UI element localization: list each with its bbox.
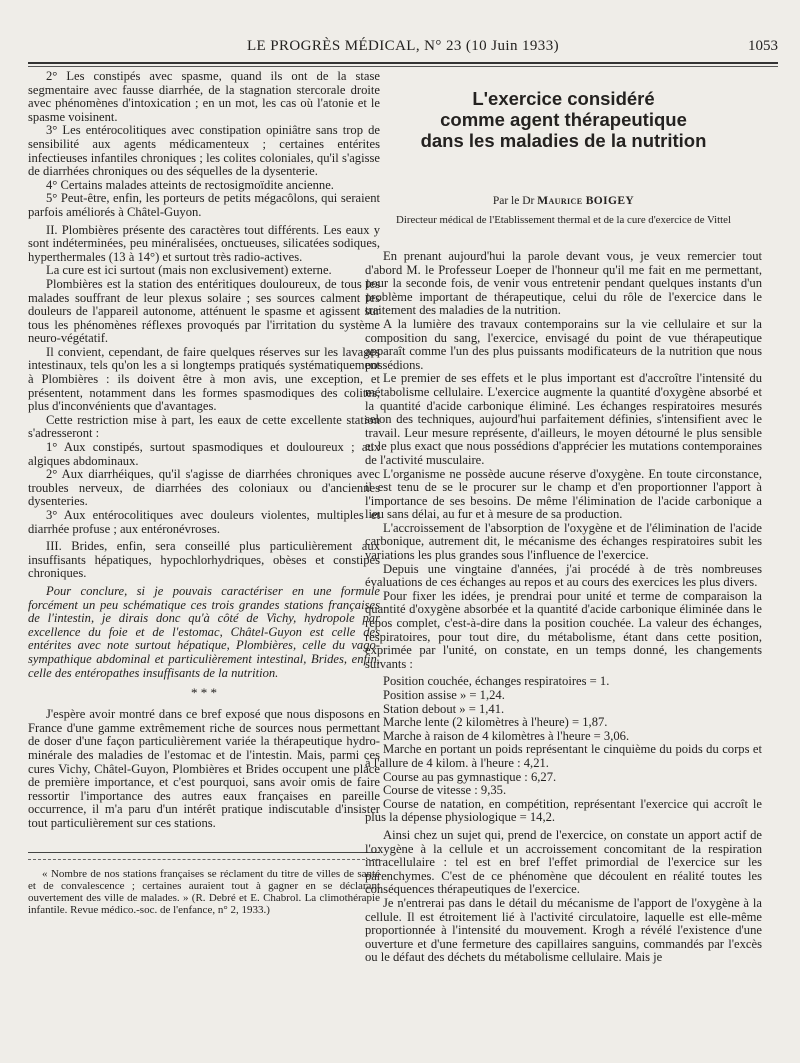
article-title — [365, 88, 762, 151]
paragraph: 4° Certains malades atteints de rectosigmoïdite ancienne. — [46, 177, 334, 192]
conclusion-paragraph: Pour conclure, si je pouvais caractériser en une formule forcément un peu schématique ces trois grandes stations françaises de l'intestin, je dirais donc qu'à côté de Vichy, hydropole par excellence du foie et de l'estomac, Châtel-Guyon est celle des entérites avec note surtout hépatique, Plombières, celle du vago-sympathique abdominal et particulièrement intestinal, Brides, enfin, celle des entéropathes insuffisants de la nutrition. — [28, 583, 380, 680]
measurement-item: Station debout » = 1,41. — [383, 701, 505, 716]
page-number: 1053 — [748, 38, 778, 54]
paragraph: Course au pas gymnastique : 6,27. — [383, 769, 557, 784]
running-header — [28, 38, 778, 60]
author-name: Maurice BOIGEY — [537, 195, 635, 207]
author-affiliation: Directeur médical de l'Etablissement thermal et de la cure d'exercice de Vittel — [396, 214, 731, 226]
paragraph: 5° Peut-être, enfin, les porteurs de petits mégacôlons, qui seraient parfois améliorés à Châtel-Guyon. — [28, 191, 380, 219]
article-column — [365, 84, 762, 965]
paragraph: Le premier de ses effets et le plus important est d'accroître l'intensité du métabolisme cellulaire. L'exercice augmente la quantité d'oxygène absorbé et la quantité d'acide carbonique éliminé. Les échanges respiratoires mesurés selon des techniques, aujourd'hui parfaitement définies, s'intensifient avec le travail. Leur mesure représente, d'ailleurs, le moyen détourné le plus sensible et le plus exact que nous possédions d'apprécier les mutations contemporaines de l'activité musculaire. — [365, 371, 762, 467]
byline — [365, 195, 762, 208]
article-title-line: comme agent thérapeutique — [440, 109, 687, 130]
measurement-item: Position assise » = 1,24. — [383, 688, 505, 702]
byline-prefix: Par le Dr — [492, 195, 535, 207]
journal-title: LE PROGRÈS MÉDICAL, N° 23 (10 Juin 1933) — [246, 38, 559, 54]
paragraph: En prenant aujourd'hui la parole devant vous, je veux remercier tout d'abord M. le Professeur Loeper de l'honneur qu'il me fait en me permettant, pour la seconde fois, de venir vous entretenir pendant quelques instants d'un problème important de thérapeutique, celui du rôle de l'exercice dans le traitement des maladies de la nutrition. — [365, 249, 762, 318]
paragraph: II. Plombières présente des caractères tout différents. Les eaux y sont indéterminées, peu minéralisées, onctueuses, silicatées sodiques, hyperthermales (13 à 14°) et surtout très radio-actives. — [28, 222, 380, 264]
paragraph: Pour fixer les idées, je prendrai pour unité et terme de comparaison la quantité d'oxygène absorbée et la quantité d'acide carbonique éliminée dans le repos complet, c'est-à-dire dans la position couchée. La valeur des échanges, respiratoires, pour tout dire, du métabolisme, étant dans cette position, exprimée par l'unité, on constate, en un temps donné, les changements suivants : — [365, 588, 762, 671]
article-title-line: L'exercice considéré — [472, 88, 655, 109]
closing-paragraph: J'espère avoir montré dans ce bref exposé que nous disposons en France d'une gamme extrêmement riche de sources nous permettant de doser d'une façon particulièrement variée la thérapeutique hydro-minérale des maladies de l'estomac et de l'intestin. Mais, parmi ces cures Vichy, Châtel-Guyon, Plombières et Brides occupent une place de première importance, et c'est pourquoi, sans avoir omis de faire ressortir l'importance des autres eaux françaises en pareille occurrence, il m'a paru d'un intérêt pratique indiscutable d'insister tout particulièrement sur ces stations. — [28, 707, 380, 830]
paragraph: Ainsi chez un sujet qui, prend de l'exercice, on constate un apport actif de l'oxygène à la cellule et un accroissement concomitant de la respiration intracellulaire : tel est en bref l'effet primordial de l'exercice sur les parenchymes. C'est de ce phénomène que découlent en réalité toutes les conséquences thérapeutiques de l'exercice. — [365, 827, 762, 897]
footnote-rule — [28, 852, 380, 860]
section-separator: * * * — [191, 685, 217, 701]
left-column — [28, 70, 380, 916]
paragraph: III. Brides, enfin, sera conseillé plus particulièrement aux insuffisants hépatiques, hypochlorhydriques, obèses et constipés chroniques. — [28, 539, 380, 581]
measurement-item: Position couchée, échanges respiratoires = 1. — [383, 674, 610, 689]
header-rule — [28, 62, 778, 64]
paragraph: 1° Aux constipés, surtout spasmodiques et douloureux ; aux algiques abdominaux. — [28, 440, 380, 468]
paragraph: L'organisme ne possède aucune réserve d'oxygène. En toute circonstance, il est tenu de se le procurer sur le champ et d'en proportionner l'apport à l'importance de ses besoins. De même l'élimination de l'acide carbonique a lieu sans délai, au fur et à mesure de sa production. — [365, 466, 762, 522]
paragraph: L'accroissement de l'absorption de l'oxygène et de l'élimination de l'acide carbonique, autrement dit, le mécanisme des échanges respiratoires subit les variations les plus grandes sous l'influence de l'exercice. — [365, 520, 762, 563]
paragraph: 2° Aux diarrhéiques, qu'il s'agisse de diarrhées chroniques avec troubles nerveux, de diarrhées des coloniaux ou d'anciennes dysenteries. — [28, 467, 380, 509]
paragraph: Course de vitesse : 9,35. — [383, 783, 507, 798]
paragraph: Il convient, cependant, de faire quelques réserves sur les lavages intestinaux, tels qu'on les a si longtemps pratiqués systématiquement à Plombières : ils doivent être à mon avis, une exception, et présentent, notamment dans les formes spasmodiques des colites, plus d'inconvénients que d'avantages. — [28, 344, 380, 414]
measurement-item: Marche à raison de 4 kilomètres à l'heure = 3,06. — [383, 728, 630, 743]
paragraph: Depuis une vingtaine d'années, j'ai procédé à de très nombreuses évaluations de ces échanges au repos et au cours des exercices les plus divers. — [365, 561, 762, 590]
paragraph: Plombières est la station des entéritiques douloureux, de tous les malades souffrant de leur plexus solaire ; ses sources calment les douleurs de l'appareil autonome, atténuent le spasme et agissent sur tous les phénomènes réflexes provoqués par l'irritation du système neuro-végétatif. — [28, 276, 380, 346]
paragraph: 3° Aux entérocolitiques avec douleurs violentes, multiples et diarrhée profuse ; aux entéronévroses. — [28, 508, 380, 536]
paragraph: A la lumière des travaux contemporains sur la vie cellulaire et sur la composition du sang, l'exercice, envisagé du point de vue thérapeutique apparaît comme l'un des plus puissants modificateurs de la nutrition que nous possédions. — [365, 316, 762, 372]
article-title-line: dans les maladies de la nutrition — [420, 130, 707, 151]
paragraph: Cette restriction mise à part, les eaux de cette excellente station s'adresseront : — [28, 412, 380, 441]
footnote: « Nombre de nos stations françaises se réclament du titre de villes de santé et de convalescence ; certaines auraient tout à gagner en se déclarant ouvertement des ville de malades. » (R. Debré et E. Chabrol. La climothérapie infantile. Revue médico.-soc. de l'enfance, n° 2, 1933.) — [28, 868, 380, 917]
paragraph: 3° Les entérocolitiques avec constipation opiniâtre sans trop de sensibilité aux agents médicamenteux ; certaines entérites infectieuses infantiles chroniques ; les colites coloniales, qu'il s'agisse de diarrhées chroniques ou des séquelles de la dysenterie. — [28, 123, 380, 179]
paragraph: La cure est ici surtout (mais non exclusivement) externe. — [46, 263, 332, 278]
paragraph: Course de natation, en compétition, représentant l'exercice qui accroît le plus la dépense physiologique = 14,2. — [365, 796, 762, 825]
measurement-item: Marche lente (2 kilomètres à l'heure) = 1,87. — [383, 715, 608, 730]
paragraph: Je n'entrerai pas dans le détail du mécanisme de l'apport de l'oxygène à la cellule. Il est étroitement lié à l'activité circulatoire, laquelle est elle-même proportionnée à l'intensité du mouvement. Krogh a révélé l'existence d'une ouverture et d'une fermeture des capillaires sanguins, commandés par l'excès ou le défaut des déchets du métabolisme cellulaire. Mais je — [365, 895, 762, 965]
measurement-list — [365, 675, 762, 743]
paragraph: Marche en portant un poids représentant le cinquième du poids du corps et à l'allure de 4 kilom. à l'heure : 4,21. — [365, 742, 762, 770]
header-rule-thin — [28, 66, 778, 67]
paragraph: 2° Les constipés avec spasme, quand ils ont de la stase segmentaire avec fausse diarrhée, de la stagnation stercorale droite avec phénomènes d'intoxication ; en un mot, les cas où l'atonie et le spasme voisinent. — [28, 69, 380, 124]
